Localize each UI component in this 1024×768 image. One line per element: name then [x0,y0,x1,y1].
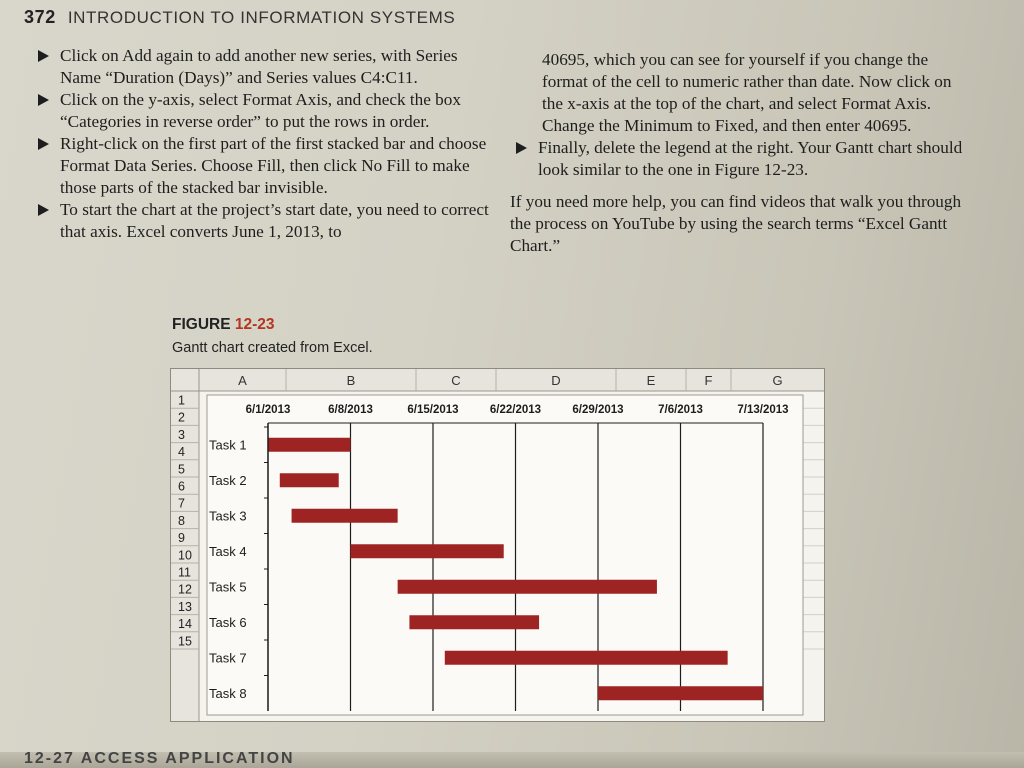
gantt-bar [598,686,763,700]
instruction-bullet: To start the chart at the project’s start date, you need to correct that axis. Excel converts June 1, 2013, to [32,199,492,243]
row-header: 1 [178,393,185,408]
continued-text: 40695, which you can see for yourself if you change the format of the cell to numeric rather than date. Now click on the x-axis at the top of the chart, and select Format Axis. Change the Minimum to Fixed, and then enter 40695. [542,50,952,135]
gantt-bar [445,651,728,665]
gantt-bar [280,473,339,487]
column-header-c: C [451,373,461,388]
category-label: Task 8 [209,685,247,701]
right-column [510,49,975,257]
gantt-bar [351,544,504,558]
x-tick-label: 6/22/2013 [489,404,542,416]
column-header-a: A [238,373,247,388]
row-header: 4 [178,445,185,460]
column-header-b: B [346,373,356,388]
row-header: 13 [178,599,192,614]
category-label: Task 7 [209,650,247,666]
next-section-heading: 12-27 ACCESS APPLICATION [24,750,295,767]
column-header-e: E [646,373,656,388]
instruction-bullet: Finally, delete the legend at the right. Your Gantt chart should look similar to the one in Figure 12-23. [510,137,975,181]
gantt-bar [292,509,398,523]
category-label: Task 4 [209,543,247,559]
row-header: 3 [178,427,185,442]
x-tick-label: 7/6/2013 [658,404,703,416]
category-label: Task 6 [209,614,247,630]
bullet-triangle-icon [38,50,49,62]
gantt-bar [398,580,657,594]
bottom-strip [0,752,1024,768]
gantt-bar [268,438,351,452]
excel-gantt-chart [170,368,825,722]
row-header: 10 [178,548,192,563]
x-tick-label: 6/15/2013 [407,404,459,416]
x-tick-label: 6/29/2013 [572,404,624,416]
row-header: 2 [178,410,185,425]
column-header-d: D [551,373,561,388]
row-header: 5 [178,462,185,477]
figure-label: FIGURE 12-23 [172,316,275,333]
bullet-triangle-icon [38,204,49,216]
row-header: 12 [178,582,192,597]
row-header: 8 [178,513,185,528]
instruction-bullet: Right-click on the first part of the first stacked bar and choose Format Data Series. Choose Fill, then click No Fill to make those parts of the stacked bar invisible. [32,133,492,199]
gantt-chart-svg [171,369,824,721]
row-header: 14 [178,617,192,632]
figure-caption: Gantt chart created from Excel. [172,340,373,356]
row-header: 15 [178,634,192,649]
gantt-bar [409,615,539,629]
bullet-triangle-icon [516,142,527,154]
category-label: Task 1 [209,437,247,453]
x-tick-label: 6/1/2013 [245,404,291,416]
figure-number: 12-23 [234,316,275,333]
x-tick-label: 7/13/2013 [737,404,789,416]
category-label: Task 5 [209,579,247,595]
column-header-f: F [704,373,713,388]
page-number: 372 [24,7,56,27]
running-head [24,7,455,33]
row-header: 11 [178,565,191,580]
running-title: INTRODUCTION TO INFORMATION SYSTEMS [67,8,456,27]
row-header-bar [171,369,199,721]
instruction-bullet: Click on Add again to add another new series, with Series Name “Duration (Days)” and Series values C4:C11. [32,45,492,89]
column-header-g: G [772,373,783,388]
instruction-bullet: Click on the y-axis, select Format Axis, and check the box “Categories in reverse order” to put the rows in order. [32,89,492,133]
bullet-triangle-icon [38,94,49,106]
row-header: 9 [178,531,185,546]
column-header-bar [171,369,824,391]
category-label: Task 2 [209,472,247,488]
category-label: Task 3 [209,508,247,524]
row-header: 7 [178,496,185,511]
left-column [32,45,492,243]
help-paragraph: If you need more help, you can find videos that walk you through the process on YouTube by using the search terms “Excel Gantt Chart.” [510,192,962,255]
x-tick-label: 6/8/2013 [328,404,373,416]
bullet-triangle-icon [38,138,49,150]
row-header: 6 [178,479,185,494]
